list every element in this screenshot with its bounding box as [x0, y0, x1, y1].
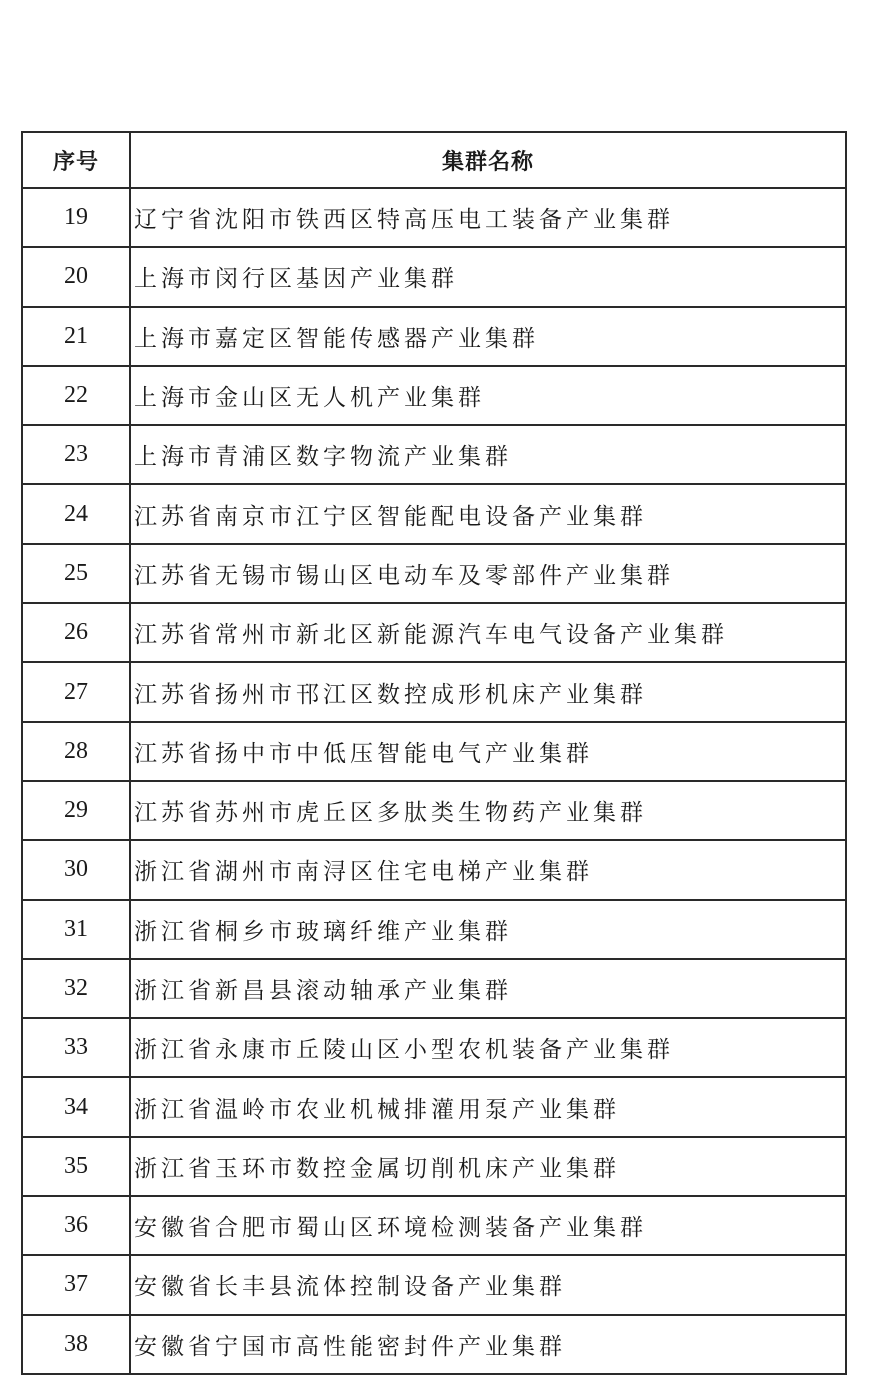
cluster-name: 上海市金山区无人机产业集群: [130, 366, 846, 425]
table-row: [22, 1018, 846, 1077]
table-row: [22, 722, 846, 781]
row-number: 36: [22, 1196, 130, 1255]
row-number: 22: [22, 366, 130, 425]
cluster-name: 浙江省新昌县滚动轴承产业集群: [130, 959, 846, 1018]
row-number: 20: [22, 247, 130, 306]
table-row: [22, 1077, 846, 1136]
row-number: 19: [22, 188, 130, 247]
table-row: [22, 544, 846, 603]
table-row: [22, 603, 846, 662]
cluster-name: 浙江省湖州市南浔区住宅电梯产业集群: [130, 840, 846, 899]
table-row: [22, 1196, 846, 1255]
table-header-row: [22, 132, 846, 188]
table-row: [22, 366, 846, 425]
row-number: 37: [22, 1255, 130, 1314]
row-number: 32: [22, 959, 130, 1018]
table-row: [22, 484, 846, 543]
cluster-name: 江苏省无锡市锡山区电动车及零部件产业集群: [130, 544, 846, 603]
row-number: 28: [22, 722, 130, 781]
cluster-name: 江苏省扬中市中低压智能电气产业集群: [130, 722, 846, 781]
row-number: 25: [22, 544, 130, 603]
cluster-name: 浙江省永康市丘陵山区小型农机装备产业集群: [130, 1018, 846, 1077]
cluster-name: 江苏省南京市江宁区智能配电设备产业集群: [130, 484, 846, 543]
cluster-name: 安徽省合肥市蜀山区环境检测装备产业集群: [130, 1196, 846, 1255]
row-number: 24: [22, 484, 130, 543]
table-row: [22, 781, 846, 840]
row-number: 26: [22, 603, 130, 662]
row-number: 30: [22, 840, 130, 899]
table-row: [22, 959, 846, 1018]
cluster-name: 江苏省常州市新北区新能源汽车电气设备产业集群: [130, 603, 846, 662]
row-number: 38: [22, 1315, 130, 1374]
cluster-name: 上海市闵行区基因产业集群: [130, 247, 846, 306]
table-row: [22, 1255, 846, 1314]
cluster-name: 浙江省玉环市数控金属切削机床产业集群: [130, 1137, 846, 1196]
cluster-name: 江苏省苏州市虎丘区多肽类生物药产业集群: [130, 781, 846, 840]
row-number: 29: [22, 781, 130, 840]
header-number: 序号: [22, 132, 130, 188]
industry-cluster-table: [21, 131, 847, 1375]
cluster-name: 安徽省长丰县流体控制设备产业集群: [130, 1255, 846, 1314]
table-row: [22, 425, 846, 484]
table-row: [22, 840, 846, 899]
row-number: 34: [22, 1077, 130, 1136]
row-number: 21: [22, 307, 130, 366]
table-row: [22, 900, 846, 959]
table-row: [22, 307, 846, 366]
cluster-name: 辽宁省沈阳市铁西区特高压电工装备产业集群: [130, 188, 846, 247]
cluster-name: 安徽省宁国市高性能密封件产业集群: [130, 1315, 846, 1374]
row-number: 35: [22, 1137, 130, 1196]
table-row: [22, 1137, 846, 1196]
cluster-name: 浙江省温岭市农业机械排灌用泵产业集群: [130, 1077, 846, 1136]
cluster-name: 上海市嘉定区智能传感器产业集群: [130, 307, 846, 366]
cluster-name: 江苏省扬州市邗江区数控成形机床产业集群: [130, 662, 846, 721]
row-number: 27: [22, 662, 130, 721]
row-number: 33: [22, 1018, 130, 1077]
table-body: [22, 188, 846, 1374]
row-number: 23: [22, 425, 130, 484]
table-row: [22, 662, 846, 721]
table-row: [22, 247, 846, 306]
cluster-name: 浙江省桐乡市玻璃纤维产业集群: [130, 900, 846, 959]
row-number: 31: [22, 900, 130, 959]
table-row: [22, 1315, 846, 1374]
cluster-name: 上海市青浦区数字物流产业集群: [130, 425, 846, 484]
table-row: [22, 188, 846, 247]
header-cluster-name: 集群名称: [130, 132, 846, 188]
